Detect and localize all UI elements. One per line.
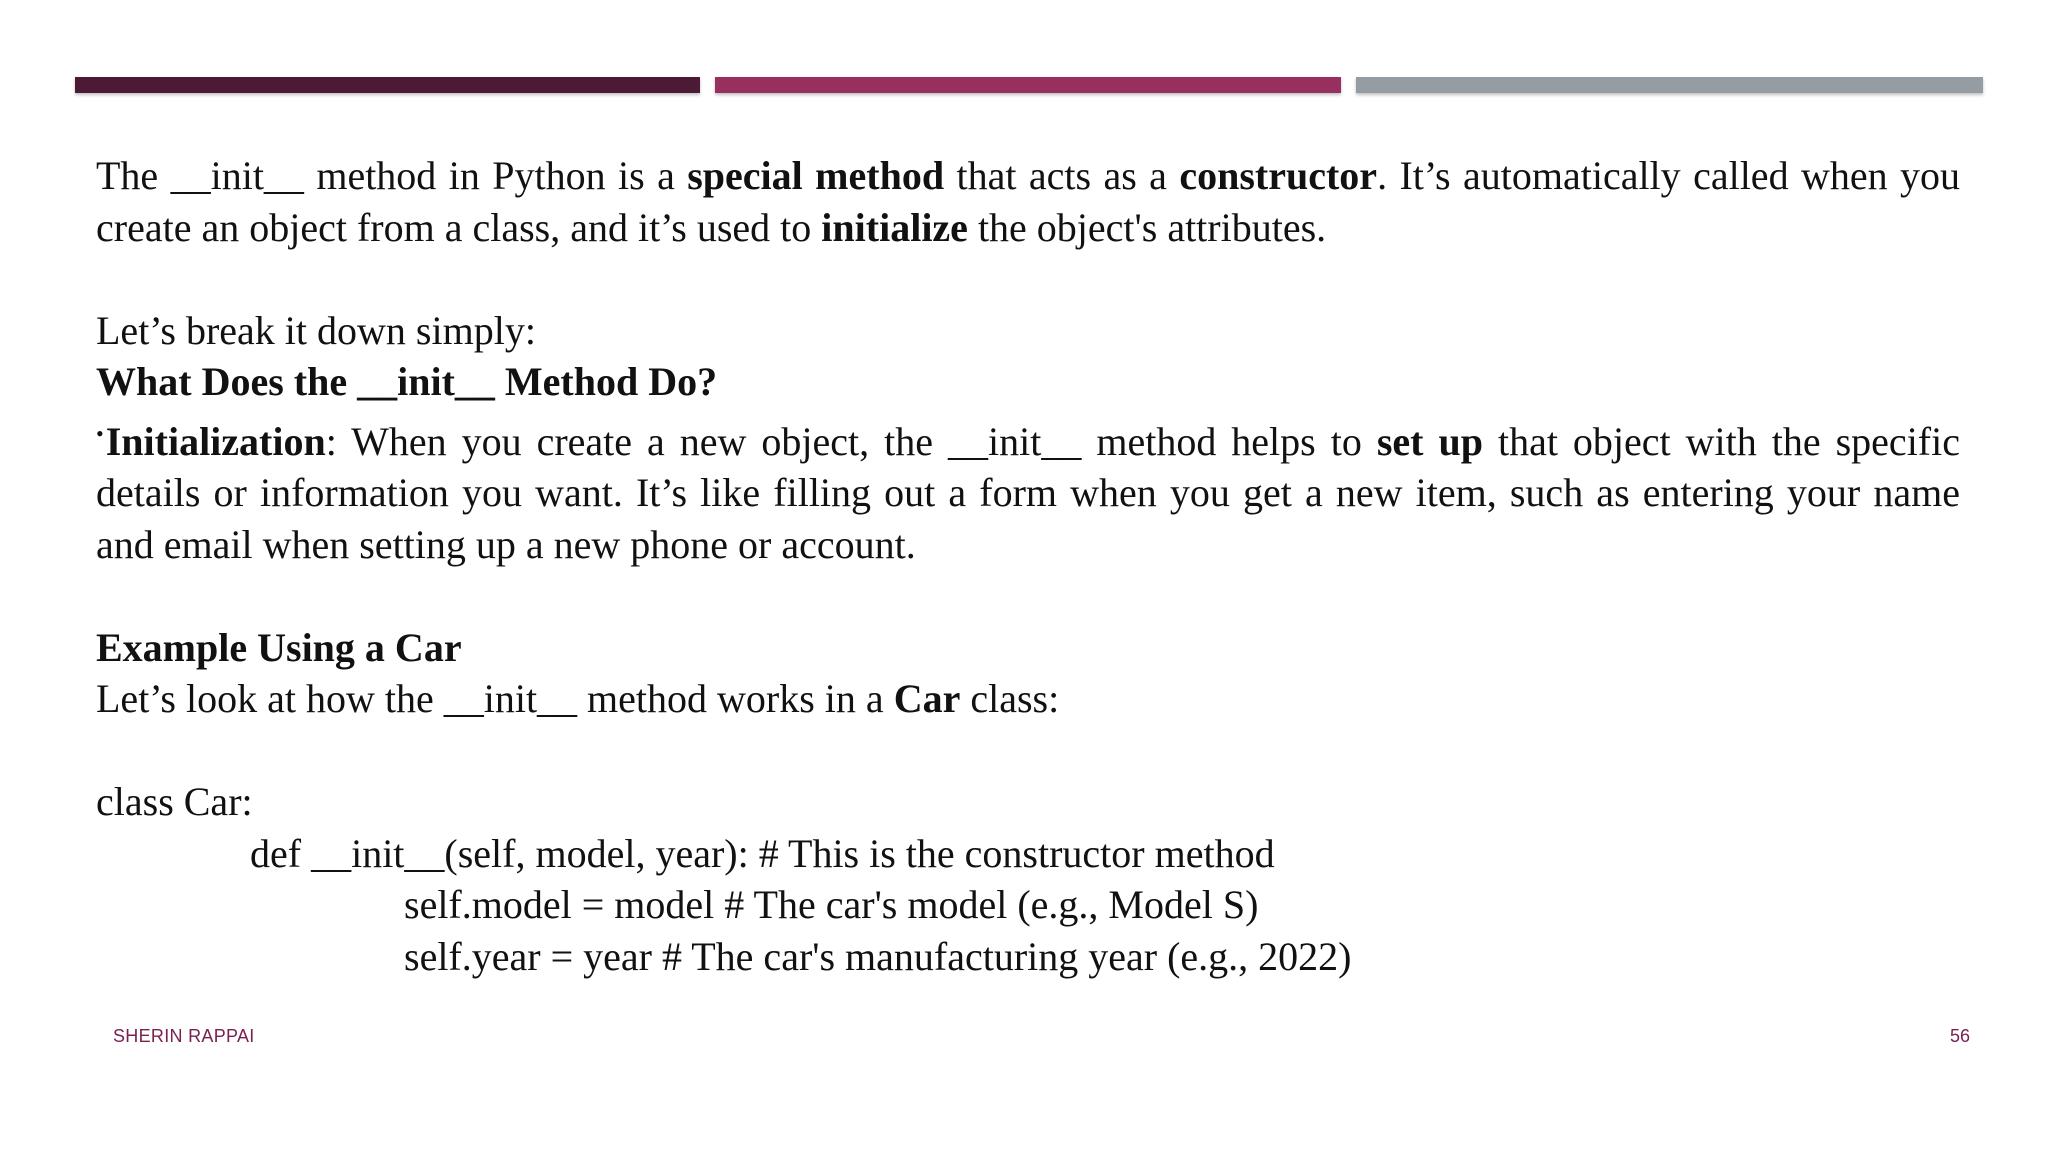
intro-bold-special-method: special method (687, 153, 945, 198)
code-line-def-init: def __init__(self, model, year): # This is the constructor method (250, 830, 1275, 876)
code-line-self-year: self.year = year # The car's manufacturing year (e.g., 2022) (404, 933, 1352, 979)
bullet-text-2: that object with the specific details or information you want. It’s like filling out a form when you get a new item, such as entering your name and email when setting up a new phone or account. (96, 418, 1960, 567)
footer-page-number: 56 (1949, 1026, 1970, 1046)
slide-body (96, 150, 1960, 982)
heading-example-text: Example Using a Car (96, 624, 462, 670)
bullet-bold-initialization: Initialization (105, 418, 326, 464)
heading-what-does-text: What Does the __init__ Method Do? (96, 359, 718, 404)
spacer (96, 725, 1960, 777)
code-line-class: class Car: (96, 779, 253, 824)
bullet-text-1: : When you create a new object, the __init__ method helps to (325, 418, 1377, 464)
intro-text-4: the object's attributes. (967, 204, 1327, 250)
intro-text-2: that acts as a (944, 153, 1180, 198)
intro-text-1: The __init__ method in Python is a (96, 153, 688, 198)
code-line-self-model: self.model = model # The car's model (e.g., Model S) (404, 882, 1259, 927)
footer-author: SHERIN RAPPAI (113, 1026, 255, 1046)
spacer (96, 253, 1960, 305)
intro-bold-constructor: constructor (1179, 153, 1378, 198)
bullet-icon: • (96, 420, 104, 446)
bullet-bold-set-up: set up (1376, 418, 1483, 464)
example-bold-car: Car (893, 676, 961, 721)
intro-text-3: . It’s automatically called when you create an object from a class, and it’s used to (96, 153, 1961, 250)
bullet-initialization (96, 408, 1960, 571)
example-line (96, 673, 1960, 725)
header-bar-dark (75, 77, 700, 93)
intro-paragraph (96, 150, 1960, 253)
example-text-2: class: (960, 676, 1060, 721)
heading-what-does (96, 356, 1960, 408)
heading-example (96, 622, 1960, 674)
intro-bold-initialize: initialize (821, 204, 968, 250)
breakdown-line: Let’s break it down simply: (96, 307, 536, 353)
spacer (96, 570, 1960, 622)
header-bar-gray (1356, 77, 1983, 93)
header-bar-magenta (715, 77, 1341, 93)
example-text-1: Let’s look at how the __init__ method works in a (96, 676, 894, 721)
